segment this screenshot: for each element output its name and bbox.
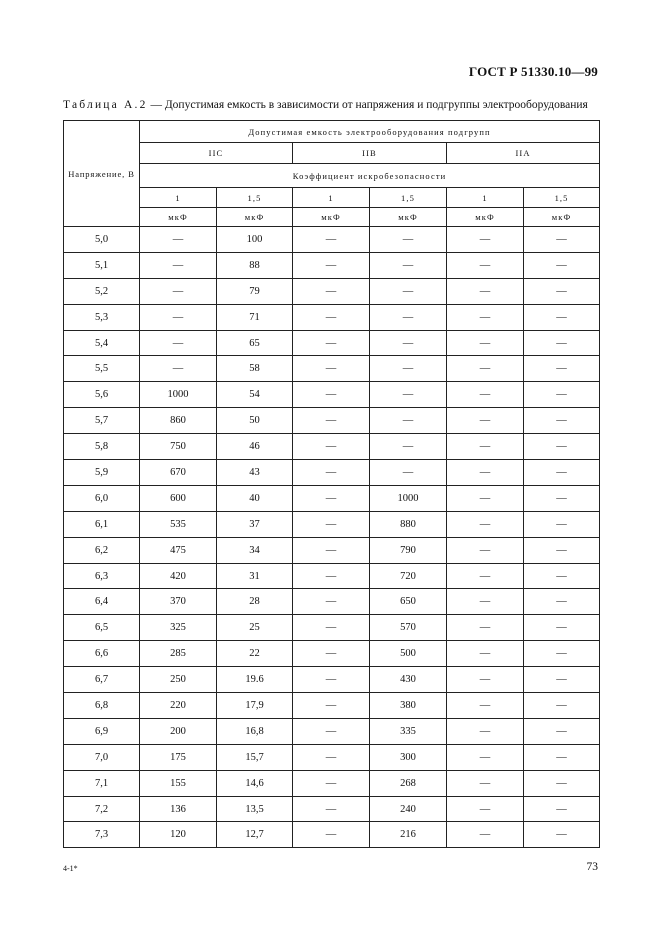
capacity-cell: — (293, 227, 370, 253)
capacity-cell: — (447, 641, 524, 667)
coef-cell: 1,5 (524, 188, 600, 208)
capacity-cell: — (447, 537, 524, 563)
table-row (64, 718, 600, 744)
capacity-cell: 500 (370, 641, 447, 667)
capacity-cell: — (447, 356, 524, 382)
table-row (64, 460, 600, 486)
voltage-cell: 6,3 (64, 563, 140, 589)
capacity-cell: 250 (140, 667, 217, 693)
capacity-cell: — (293, 693, 370, 719)
capacity-cell: — (447, 278, 524, 304)
table-row (64, 563, 600, 589)
table-caption-label: Таблица А.2 (63, 99, 148, 111)
unit-cell: мкФ (524, 208, 600, 227)
capacity-cell: — (447, 693, 524, 719)
capacity-cell: — (293, 641, 370, 667)
capacity-cell: — (370, 330, 447, 356)
table-row (64, 485, 600, 511)
group-header-iib: IIB (293, 143, 447, 164)
coef-cell: 1,5 (217, 188, 293, 208)
table-row (64, 641, 600, 667)
capacity-cell: 100 (217, 227, 293, 253)
capacity-cell: 200 (140, 718, 217, 744)
capacity-cell: 750 (140, 434, 217, 460)
voltage-cell: 5,3 (64, 304, 140, 330)
voltage-cell: 6,5 (64, 615, 140, 641)
capacity-cell: — (370, 304, 447, 330)
unit-cell: мкФ (217, 208, 293, 227)
capacity-cell: 300 (370, 744, 447, 770)
capacity-cell: 380 (370, 693, 447, 719)
capacity-cell: 880 (370, 511, 447, 537)
capacity-cell: 31 (217, 563, 293, 589)
capacity-cell: — (293, 434, 370, 460)
table-row (64, 434, 600, 460)
table-caption (63, 99, 599, 111)
table-row (64, 667, 600, 693)
voltage-cell: 7,3 (64, 822, 140, 848)
capacity-cell: — (370, 408, 447, 434)
coefficient-header: Коэффициент искробезопасности (140, 164, 600, 188)
table-row (64, 693, 600, 719)
capacity-cell: 88 (217, 252, 293, 278)
capacity-cell: 19.6 (217, 667, 293, 693)
capacity-cell: 43 (217, 460, 293, 486)
capacity-cell: 720 (370, 563, 447, 589)
table-row (64, 511, 600, 537)
table-row (64, 227, 600, 253)
capacity-cell: — (140, 304, 217, 330)
capacity-cell: — (447, 667, 524, 693)
voltage-cell: 6,1 (64, 511, 140, 537)
capacity-cell: — (524, 770, 600, 796)
capacity-cell: — (524, 615, 600, 641)
capacity-header: Допустимая емкость электрооборудования подгрупп (140, 121, 600, 143)
capacity-cell: — (370, 382, 447, 408)
capacity-cell: — (447, 589, 524, 615)
capacity-cell: 25 (217, 615, 293, 641)
voltage-cell: 5,5 (64, 356, 140, 382)
capacity-cell: — (370, 434, 447, 460)
capacity-cell: — (293, 667, 370, 693)
voltage-cell: 7,2 (64, 796, 140, 822)
capacity-cell: — (293, 537, 370, 563)
page-number: 73 (586, 861, 598, 873)
capacity-cell: — (293, 718, 370, 744)
capacity-cell: 65 (217, 330, 293, 356)
capacity-cell: 79 (217, 278, 293, 304)
capacity-cell: — (447, 511, 524, 537)
capacity-cell: — (447, 796, 524, 822)
voltage-cell: 6,4 (64, 589, 140, 615)
voltage-cell: 7,0 (64, 744, 140, 770)
capacity-cell: — (293, 252, 370, 278)
capacity-cell: — (370, 278, 447, 304)
voltage-cell: 6,2 (64, 537, 140, 563)
capacity-cell: 600 (140, 485, 217, 511)
table-row (64, 304, 600, 330)
table-row (64, 796, 600, 822)
table-row (64, 822, 600, 848)
capacity-cell: — (524, 822, 600, 848)
capacity-cell: 34 (217, 537, 293, 563)
capacity-cell: 54 (217, 382, 293, 408)
document-code: ГОСТ Р 51330.10—99 (468, 64, 598, 79)
voltage-cell: 6,6 (64, 641, 140, 667)
voltage-cell: 6,9 (64, 718, 140, 744)
capacity-cell: — (447, 227, 524, 253)
capacity-cell: — (524, 744, 600, 770)
voltage-cell: 6,8 (64, 693, 140, 719)
voltage-header: Напряжение, В (64, 121, 140, 227)
voltage-cell: 5,4 (64, 330, 140, 356)
voltage-cell: 5,0 (64, 227, 140, 253)
voltage-cell: 5,9 (64, 460, 140, 486)
voltage-cell: 5,7 (64, 408, 140, 434)
unit-cell: мкФ (140, 208, 217, 227)
coef-cell: 1 (140, 188, 217, 208)
capacity-cell: 155 (140, 770, 217, 796)
table-row (64, 356, 600, 382)
capacity-cell: — (293, 770, 370, 796)
capacity-cell: 370 (140, 589, 217, 615)
capacity-cell: — (524, 460, 600, 486)
capacity-cell: — (293, 563, 370, 589)
voltage-cell: 6,0 (64, 485, 140, 511)
group-header-iia: IIA (447, 143, 600, 164)
capacity-cell: — (524, 252, 600, 278)
capacity-cell: — (447, 563, 524, 589)
capacity-cell: — (524, 511, 600, 537)
capacity-cell: — (447, 304, 524, 330)
capacity-cell: 175 (140, 744, 217, 770)
capacity-cell: 13,5 (217, 796, 293, 822)
capacity-cell: 40 (217, 485, 293, 511)
table-row (64, 615, 600, 641)
capacity-cell: 14,6 (217, 770, 293, 796)
capacity-cell: — (293, 278, 370, 304)
capacity-cell: 22 (217, 641, 293, 667)
capacity-cell: 475 (140, 537, 217, 563)
group-header-iic: IIC (140, 143, 293, 164)
capacity-cell: — (293, 822, 370, 848)
capacity-table (63, 120, 600, 848)
table-row (64, 589, 600, 615)
capacity-cell: — (447, 460, 524, 486)
capacity-cell: 71 (217, 304, 293, 330)
capacity-cell: — (140, 252, 217, 278)
coef-cell: 1 (447, 188, 524, 208)
capacity-cell: — (293, 589, 370, 615)
capacity-cell: — (524, 693, 600, 719)
capacity-cell: — (293, 511, 370, 537)
capacity-cell: — (293, 796, 370, 822)
voltage-cell: 5,6 (64, 382, 140, 408)
voltage-cell: 5,2 (64, 278, 140, 304)
capacity-cell: — (293, 356, 370, 382)
capacity-cell: — (370, 460, 447, 486)
voltage-cell: 7,1 (64, 770, 140, 796)
table-row (64, 382, 600, 408)
capacity-cell: — (447, 770, 524, 796)
voltage-cell: 5,1 (64, 252, 140, 278)
capacity-cell: 46 (217, 434, 293, 460)
capacity-cell: 136 (140, 796, 217, 822)
voltage-cell: 6,7 (64, 667, 140, 693)
capacity-cell: — (370, 252, 447, 278)
capacity-cell: — (293, 408, 370, 434)
capacity-cell: 50 (217, 408, 293, 434)
capacity-cell: 216 (370, 822, 447, 848)
capacity-cell: — (447, 252, 524, 278)
unit-cell: мкФ (370, 208, 447, 227)
capacity-cell: 420 (140, 563, 217, 589)
coef-cell: 1,5 (370, 188, 447, 208)
capacity-cell: 58 (217, 356, 293, 382)
capacity-cell: — (293, 330, 370, 356)
capacity-cell: — (140, 278, 217, 304)
capacity-cell: — (447, 382, 524, 408)
capacity-cell: 240 (370, 796, 447, 822)
table-row (64, 770, 600, 796)
capacity-cell: — (447, 434, 524, 460)
capacity-cell: — (524, 408, 600, 434)
capacity-cell: — (370, 356, 447, 382)
capacity-cell: — (293, 744, 370, 770)
capacity-cell: 120 (140, 822, 217, 848)
capacity-cell: — (524, 330, 600, 356)
capacity-cell: — (524, 537, 600, 563)
capacity-cell: — (293, 460, 370, 486)
table-row (64, 744, 600, 770)
capacity-cell: 12,7 (217, 822, 293, 848)
capacity-cell: — (293, 485, 370, 511)
capacity-cell: 335 (370, 718, 447, 744)
table-row (64, 537, 600, 563)
capacity-cell: — (524, 485, 600, 511)
capacity-cell: 28 (217, 589, 293, 615)
capacity-cell: 37 (217, 511, 293, 537)
capacity-cell: — (447, 615, 524, 641)
table-row (64, 278, 600, 304)
capacity-cell: — (140, 356, 217, 382)
voltage-cell: 5,8 (64, 434, 140, 460)
capacity-cell: — (524, 589, 600, 615)
unit-cell: мкФ (447, 208, 524, 227)
capacity-cell: — (524, 382, 600, 408)
capacity-cell: — (293, 304, 370, 330)
table-row (64, 408, 600, 434)
capacity-cell: 860 (140, 408, 217, 434)
capacity-cell: — (370, 227, 447, 253)
capacity-cell: 285 (140, 641, 217, 667)
capacity-cell: 1000 (140, 382, 217, 408)
capacity-cell: 15,7 (217, 744, 293, 770)
capacity-cell: — (524, 718, 600, 744)
capacity-cell: 430 (370, 667, 447, 693)
table-caption-text: — Допустимая емкость в зависимости от напряжения и подгруппы электрооборудования (147, 99, 588, 111)
capacity-cell: 220 (140, 693, 217, 719)
table-row (64, 330, 600, 356)
capacity-cell: 535 (140, 511, 217, 537)
capacity-cell: — (524, 563, 600, 589)
capacity-cell: — (524, 227, 600, 253)
capacity-cell: 650 (370, 589, 447, 615)
capacity-cell: — (524, 641, 600, 667)
sheet-mark: 4-1* (63, 864, 78, 873)
capacity-cell: 17,9 (217, 693, 293, 719)
table-row (64, 252, 600, 278)
capacity-cell: — (447, 330, 524, 356)
capacity-cell: — (293, 615, 370, 641)
capacity-cell: — (293, 382, 370, 408)
capacity-cell: — (447, 408, 524, 434)
capacity-cell: 670 (140, 460, 217, 486)
unit-cell: мкФ (293, 208, 370, 227)
capacity-cell: — (524, 356, 600, 382)
capacity-cell: 790 (370, 537, 447, 563)
capacity-cell: — (140, 330, 217, 356)
capacity-cell: — (524, 434, 600, 460)
coef-cell: 1 (293, 188, 370, 208)
capacity-cell: — (524, 278, 600, 304)
capacity-cell: 16,8 (217, 718, 293, 744)
capacity-cell: — (524, 304, 600, 330)
capacity-cell: 268 (370, 770, 447, 796)
capacity-cell: 1000 (370, 485, 447, 511)
capacity-cell: 325 (140, 615, 217, 641)
capacity-cell: — (447, 744, 524, 770)
capacity-cell: — (447, 485, 524, 511)
capacity-cell: — (140, 227, 217, 253)
capacity-cell: — (447, 718, 524, 744)
capacity-cell: — (524, 796, 600, 822)
capacity-cell: 570 (370, 615, 447, 641)
capacity-cell: — (524, 667, 600, 693)
capacity-cell: — (447, 822, 524, 848)
